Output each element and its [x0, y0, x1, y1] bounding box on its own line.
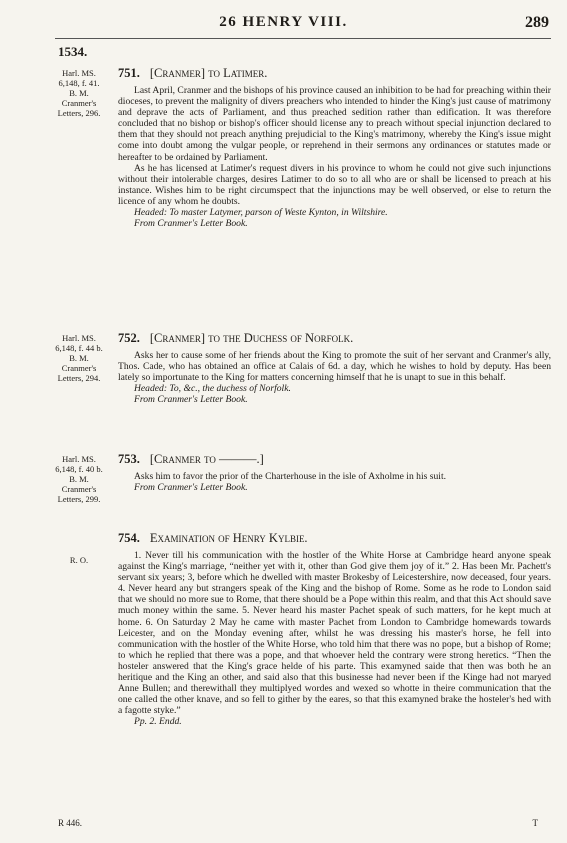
side-note: Harl. MS. 6,148, f. 41. B. M. Cranmer's Letters, 296. — [57, 68, 101, 118]
paragraph: Last April, Cranmer and the bishops of his province caused an inhibition to be had for preaching within their dioceses, to prevent the malignity of divers preachers who intended to hinder the King's just cause of matrimony and deprave the acts of Parliament, and thus preached sedition rather than edification. It was therefore concluded that no bishop or bishop's officer should license any to preach without special injunction declared to them that they should not preach anything prejudicial to the King's matrimony, whereby the King's issue might come into doubt among the vulgar people, or reprehend in their sermons any ordinances or statutes made or hereafter to be ordained by Parliament. — [118, 85, 551, 163]
running-title: 26 HENRY VIII. — [219, 14, 348, 30]
sheet-mark: T — [532, 818, 538, 828]
signature-mark: R 446. — [58, 818, 83, 828]
entry-heading — [118, 531, 308, 546]
entry-title: [Cranmer] to the Duchess of Norfolk. — [149, 331, 354, 345]
page-number: 289 — [525, 14, 549, 31]
source-line: Pp. 2. Endd. — [134, 716, 182, 728]
entry-title: Examination of Henry Kylbie. — [149, 531, 308, 545]
entry-heading — [118, 331, 353, 346]
paragraph: As he has licensed at Latimer's request divers in his province to whom he could not give such injunctions without their intolerable charges, desires Latimer to do so to all who are or shall be licensed to preach at his instance. Wishes him to be right circumspect that the injunctions may be well observed, or else to return the licence of any whom he doubts. — [118, 162, 551, 207]
paragraph: 1. Never till his communication with the hostler of the White Horse at Cambridge heard anyone speak against the King's marriage, “neither yet with it, other than God give them joy of it.” 2. Has been Mr. Pachett's servant six years; 3, before which he dwelled with master Brokesby of Leicestershire, now deceased, four years. 4. Never heard any but strangers speak of the King and the bishop of Rome. Some as he rode to London said that we should no more sue to Rome, that there should be a Pope within this realm, and that this Act should save much money within the same. 5. Never heard his master Pachet speak of such matters, for he kept much at home. 6. On Saturday 2 May he came with master Pachet from London to Cambridge homewards towards Leicester, and on the Monday evening after, whilst he was dressing his master's horse, he fell into communication with the hostler of the White Horse, who told him that there was no pope, but a bishop of Rome; to which he replied that there was a pope, and that whoever held the contrary were strong heretics. “Then the hosteler answered that the King's grace helde of his parte. This examyned saide that then was both he an heritique and the King an other, and said also that this businesse had never been if the Kinge had not maryed Anne Bullen; and therewithall they multiplyed wordes and wexed so whotte in theire communication that the one called the other knave, and so fell to gither by the eares, so that this examyned brake the hosteler's hed with a fagotte styke.” — [118, 550, 551, 717]
headed-line: Headed: To master Latymer, parson of Weste Kynton, in Wiltshire. — [134, 207, 388, 219]
entry-body — [118, 85, 551, 229]
side-note: R. O. — [69, 555, 89, 565]
source-line: From Cranmer's Letter Book. — [134, 394, 248, 406]
entry-title: [Cranmer to ———.] — [149, 452, 264, 466]
headed-line: Headed: To, &c., the duchess of Norfolk. — [134, 383, 291, 395]
entry-body — [118, 471, 551, 493]
entry-number: 751. — [118, 66, 140, 80]
header-rule — [55, 38, 551, 39]
side-note: Harl. MS. 6,148, f. 44 b. B. M. Cranmer's Letters, 294. — [55, 333, 103, 383]
entry-number: 754. — [118, 531, 140, 545]
side-note: Harl. MS. 6,148, f. 40 b. B. M. Cranmer's Letters, 299. — [55, 454, 103, 504]
entry-title: [Cranmer] to Latimer. — [149, 66, 268, 80]
entry-body — [118, 350, 551, 405]
source-line: From Cranmer's Letter Book. — [134, 482, 248, 494]
paragraph: Asks him to favor the prior of the Charterhouse in the isle of Axholme in his suit. — [134, 471, 447, 482]
entry-number: 752. — [118, 331, 140, 345]
entry-heading — [118, 66, 267, 81]
source-line: From Cranmer's Letter Book. — [134, 218, 248, 230]
entry-body — [118, 550, 551, 728]
entry-number: 753. — [118, 452, 140, 466]
entry-heading — [118, 452, 264, 467]
running-head — [0, 14, 567, 36]
page-footer — [58, 818, 538, 830]
paragraph: Asks her to cause some of her friends about the King to promote the suit of her servant and Cranmer's ally, Thos. Cade, who has obtained an office at Calais of 6d. a day, which he wishes to hold by deputy. Has been lately so importunate to the King for matters concerning himself that he is unapt to sue in this behalf. — [118, 350, 551, 384]
year-marker: 1534. — [58, 44, 88, 59]
